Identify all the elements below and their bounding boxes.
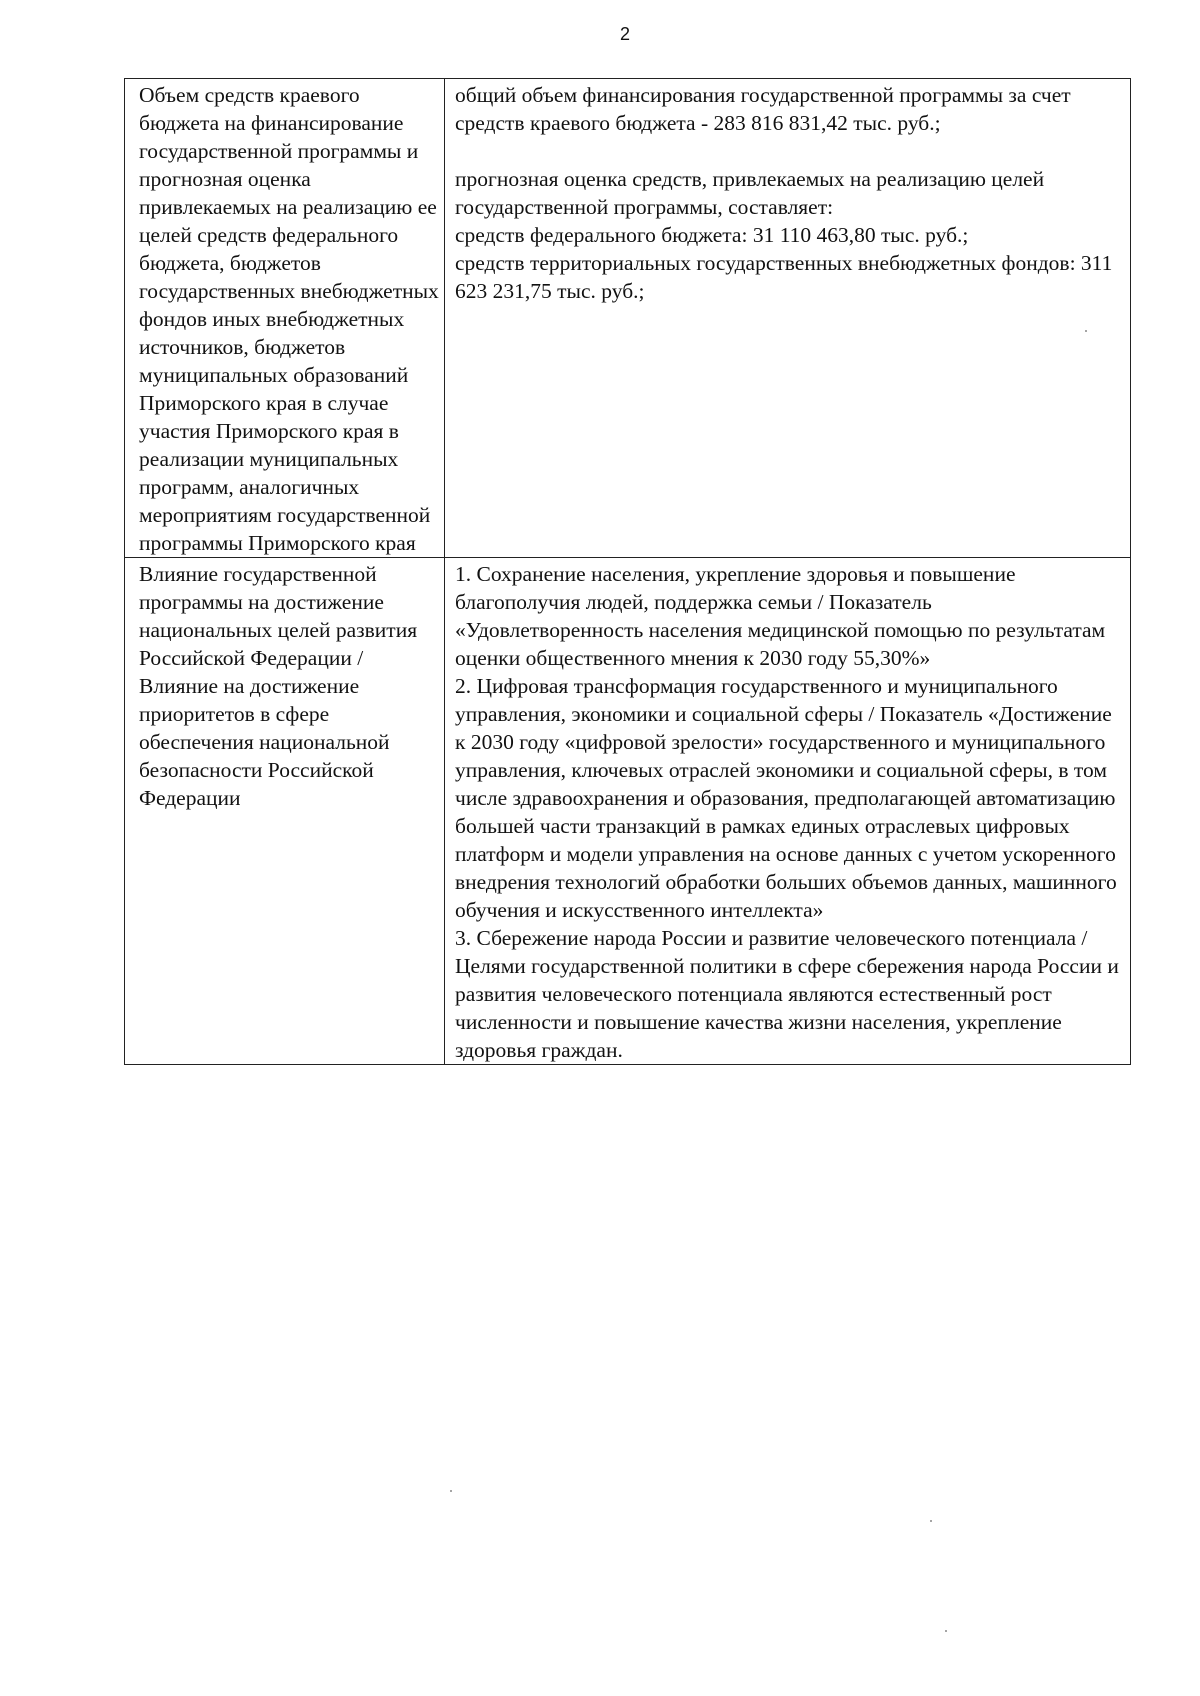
scan-speck xyxy=(945,1630,947,1632)
goal-item-3: 3. Сбережение народа России и развитие человеческого потенциала / Целями государственной политики в сфере сбережения народа России и развития человеческого потенциала являются естественный рост численности и повышение качества жизни населения, укрепление здоровья граждан. xyxy=(455,926,1119,1062)
page-number: 2 xyxy=(620,24,631,44)
funding-regional-budget: общий объем финансирования государственной программы за счет средств краевого бюджета - 283 816 831,42 тыс. руб.; xyxy=(455,83,1071,135)
row-label-national-goals: Влияние государственной программы на достижение национальных целей развития Российской Федерации / Влияние на достижение приоритетов в сфере обеспечения национальной безопасности Российской Федерации xyxy=(125,558,445,1065)
program-passport-table xyxy=(124,78,1131,1065)
table-row-funding xyxy=(125,79,1131,558)
funding-extrabudgetary-funds: средств территориальных государственных внебюджетных фондов: 311 623 231,75 тыс. руб.; xyxy=(455,251,1113,303)
row-content-funding xyxy=(445,79,1131,558)
funding-federal-budget: средств федерального бюджета: 31 110 463,80 тыс. руб.; xyxy=(455,223,969,247)
row-label-funding: Объем средств краевого бюджета на финансирование государственной программы и прогнозная оценка привлекаемых на реализацию ее целей средств федерального бюджета, бюджетов государственных внебюджетных фондов иных внебюджетных источников, бюджетов муниципальных образований Приморского края в случае участия Приморского края в реализации муниципальных программ, аналогичных мероприятиям государственной программы Приморского края xyxy=(125,79,445,558)
scan-speck xyxy=(450,1490,452,1492)
goal-item-2: 2. Цифровая трансформация государственного и муниципального управления, экономики и социальной сферы / Показатель «Достижение к 2030 году «цифровой зрелости» государственного и муниципального управления, ключевых отраслей экономики и социальной сферы, в том числе здравоохранения и образования, предполагающей автоматизацию большей части транзакций в рамках единых отраслевых цифровых платформ и модели управления на основе данных с учетом ускоренного внедрения технологий обработки больших объемов данных, машинного обучения и искусственного интеллекта» xyxy=(455,674,1117,922)
funding-forecast-intro: прогнозная оценка средств, привлекаемых на реализацию целей государственной программы, составляет: xyxy=(455,167,1045,219)
scan-speck xyxy=(1085,330,1087,332)
row-content-national-goals xyxy=(445,558,1131,1065)
scan-speck xyxy=(930,1520,932,1522)
goal-item-1: 1. Сохранение населения, укрепление здоровья и повышение благополучия людей, поддержка семьи / Показатель «Удовлетворенность населения медицинской помощью по результатам оценки общественного мнения к 2030 году 55,30%» xyxy=(455,562,1106,670)
table-row-national-goals xyxy=(125,558,1131,1065)
